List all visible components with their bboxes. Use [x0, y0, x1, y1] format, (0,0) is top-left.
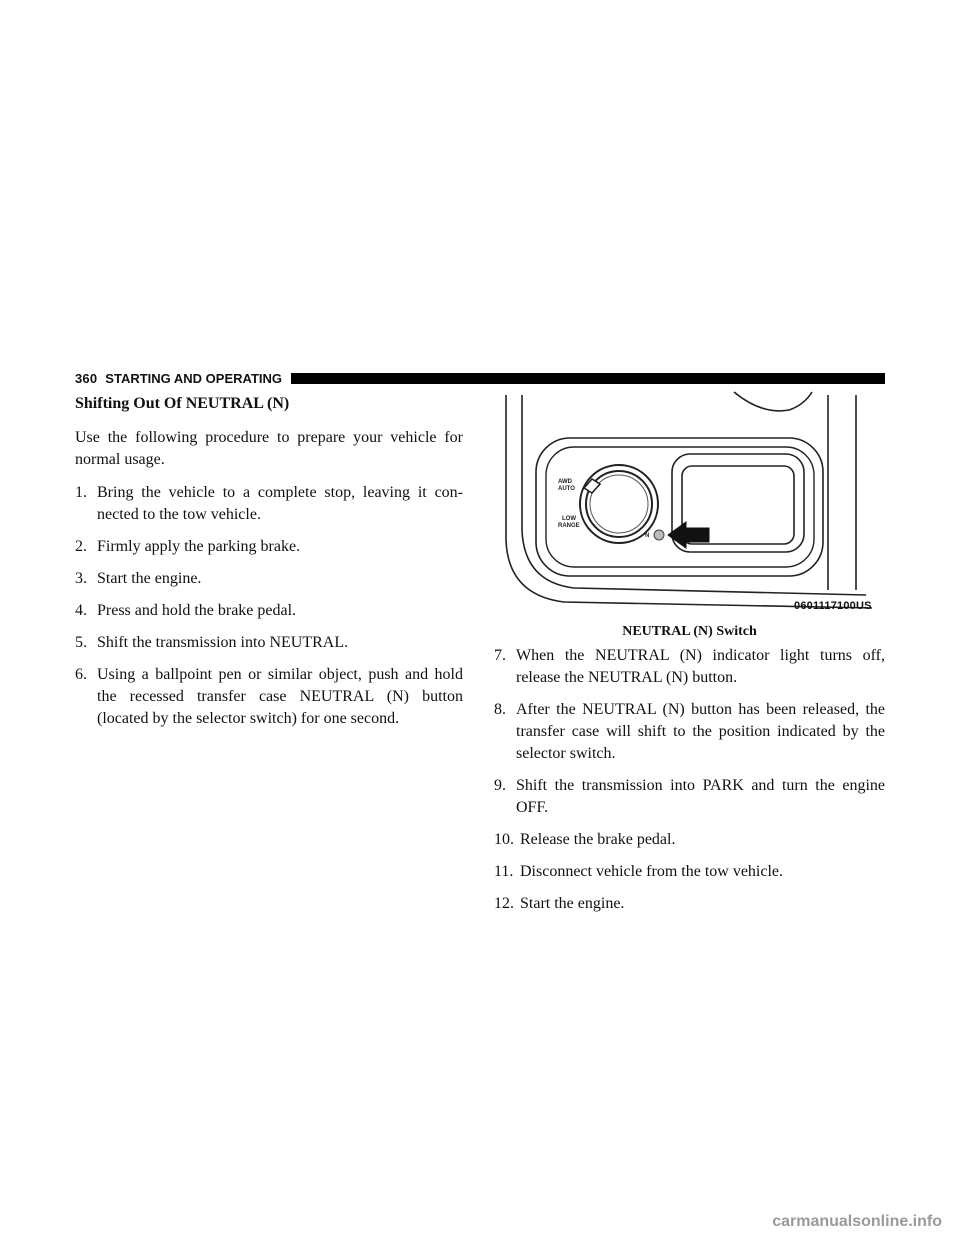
step-text: Release the brake pedal. [520, 831, 676, 848]
left-column [75, 393, 463, 740]
section-title: Shifting Out Of NEUTRAL (N) [75, 395, 290, 412]
list-item [75, 664, 463, 730]
step-text: Firmly apply the parking brake. [97, 538, 301, 555]
step-number: 12. [494, 895, 514, 912]
page-number: 360 [75, 370, 98, 386]
step-number: 11. [494, 863, 514, 880]
list-item [75, 568, 463, 590]
page-header [75, 370, 885, 386]
step-number: 4. [75, 602, 87, 619]
step-text: Using a ballpoint pen or similar object, push and hold the recessed transfer case NEUTRAL (N) button (located by the selector switch) for one second. [97, 666, 463, 727]
step-text: Start the engine. [520, 895, 625, 912]
step-text: Disconnect vehicle from the tow vehicle. [520, 863, 784, 880]
list-item [75, 632, 463, 654]
figure-code: 0601117100US [794, 600, 872, 612]
neutral-switch-illustration [494, 390, 885, 618]
step-number: 10. [494, 831, 514, 848]
step-number: 5. [75, 634, 87, 651]
list-item [494, 645, 885, 689]
header-rule [291, 373, 885, 384]
step-text: Bring the vehicle to a complete stop, leaving it con-nected to the tow vehicle. [97, 484, 463, 523]
section-name: STARTING AND OPERATING [105, 370, 282, 386]
list-item [75, 536, 463, 558]
step-text: When the NEUTRAL (N) indicator light turns off, release the NEUTRAL (N) button. [516, 647, 885, 686]
step-number: 8. [494, 701, 506, 718]
intro-paragraph: Use the following procedure to prepare your vehicle for normal usage. [75, 429, 463, 468]
figure-caption: NEUTRAL (N) Switch [622, 624, 757, 639]
label-awd: AWD [558, 479, 572, 485]
label-auto: AUTO [558, 486, 575, 492]
step-number: 3. [75, 570, 87, 587]
list-item [75, 600, 463, 622]
list-item [494, 893, 885, 915]
step-number: 2. [75, 538, 87, 555]
steps-list-left [75, 482, 463, 730]
step-text: Start the engine. [97, 570, 202, 587]
label-low: LOW [562, 516, 576, 522]
list-item [494, 861, 885, 883]
label-range: RANGE [558, 523, 580, 529]
right-column [494, 645, 885, 925]
step-number: 7. [494, 647, 506, 664]
step-text: Shift the transmission into NEUTRAL. [97, 634, 349, 651]
watermark: carmanualsonline.info [772, 1213, 942, 1230]
step-text: Press and hold the brake pedal. [97, 602, 297, 619]
list-item [75, 482, 463, 526]
step-number: 9. [494, 777, 506, 794]
label-n: N [645, 533, 650, 539]
list-item [494, 829, 885, 851]
neutral-switch-figure [494, 390, 885, 618]
step-text: After the NEUTRAL (N) button has been released, the transfer case will shift to the position indicated by the selector switch. [516, 701, 885, 762]
step-number: 6. [75, 666, 87, 683]
step-number: 1. [75, 484, 87, 501]
list-item [494, 775, 885, 819]
step-text: Shift the transmission into PARK and turn the engine OFF. [516, 777, 885, 816]
list-item [494, 699, 885, 765]
steps-list-right [494, 645, 885, 915]
